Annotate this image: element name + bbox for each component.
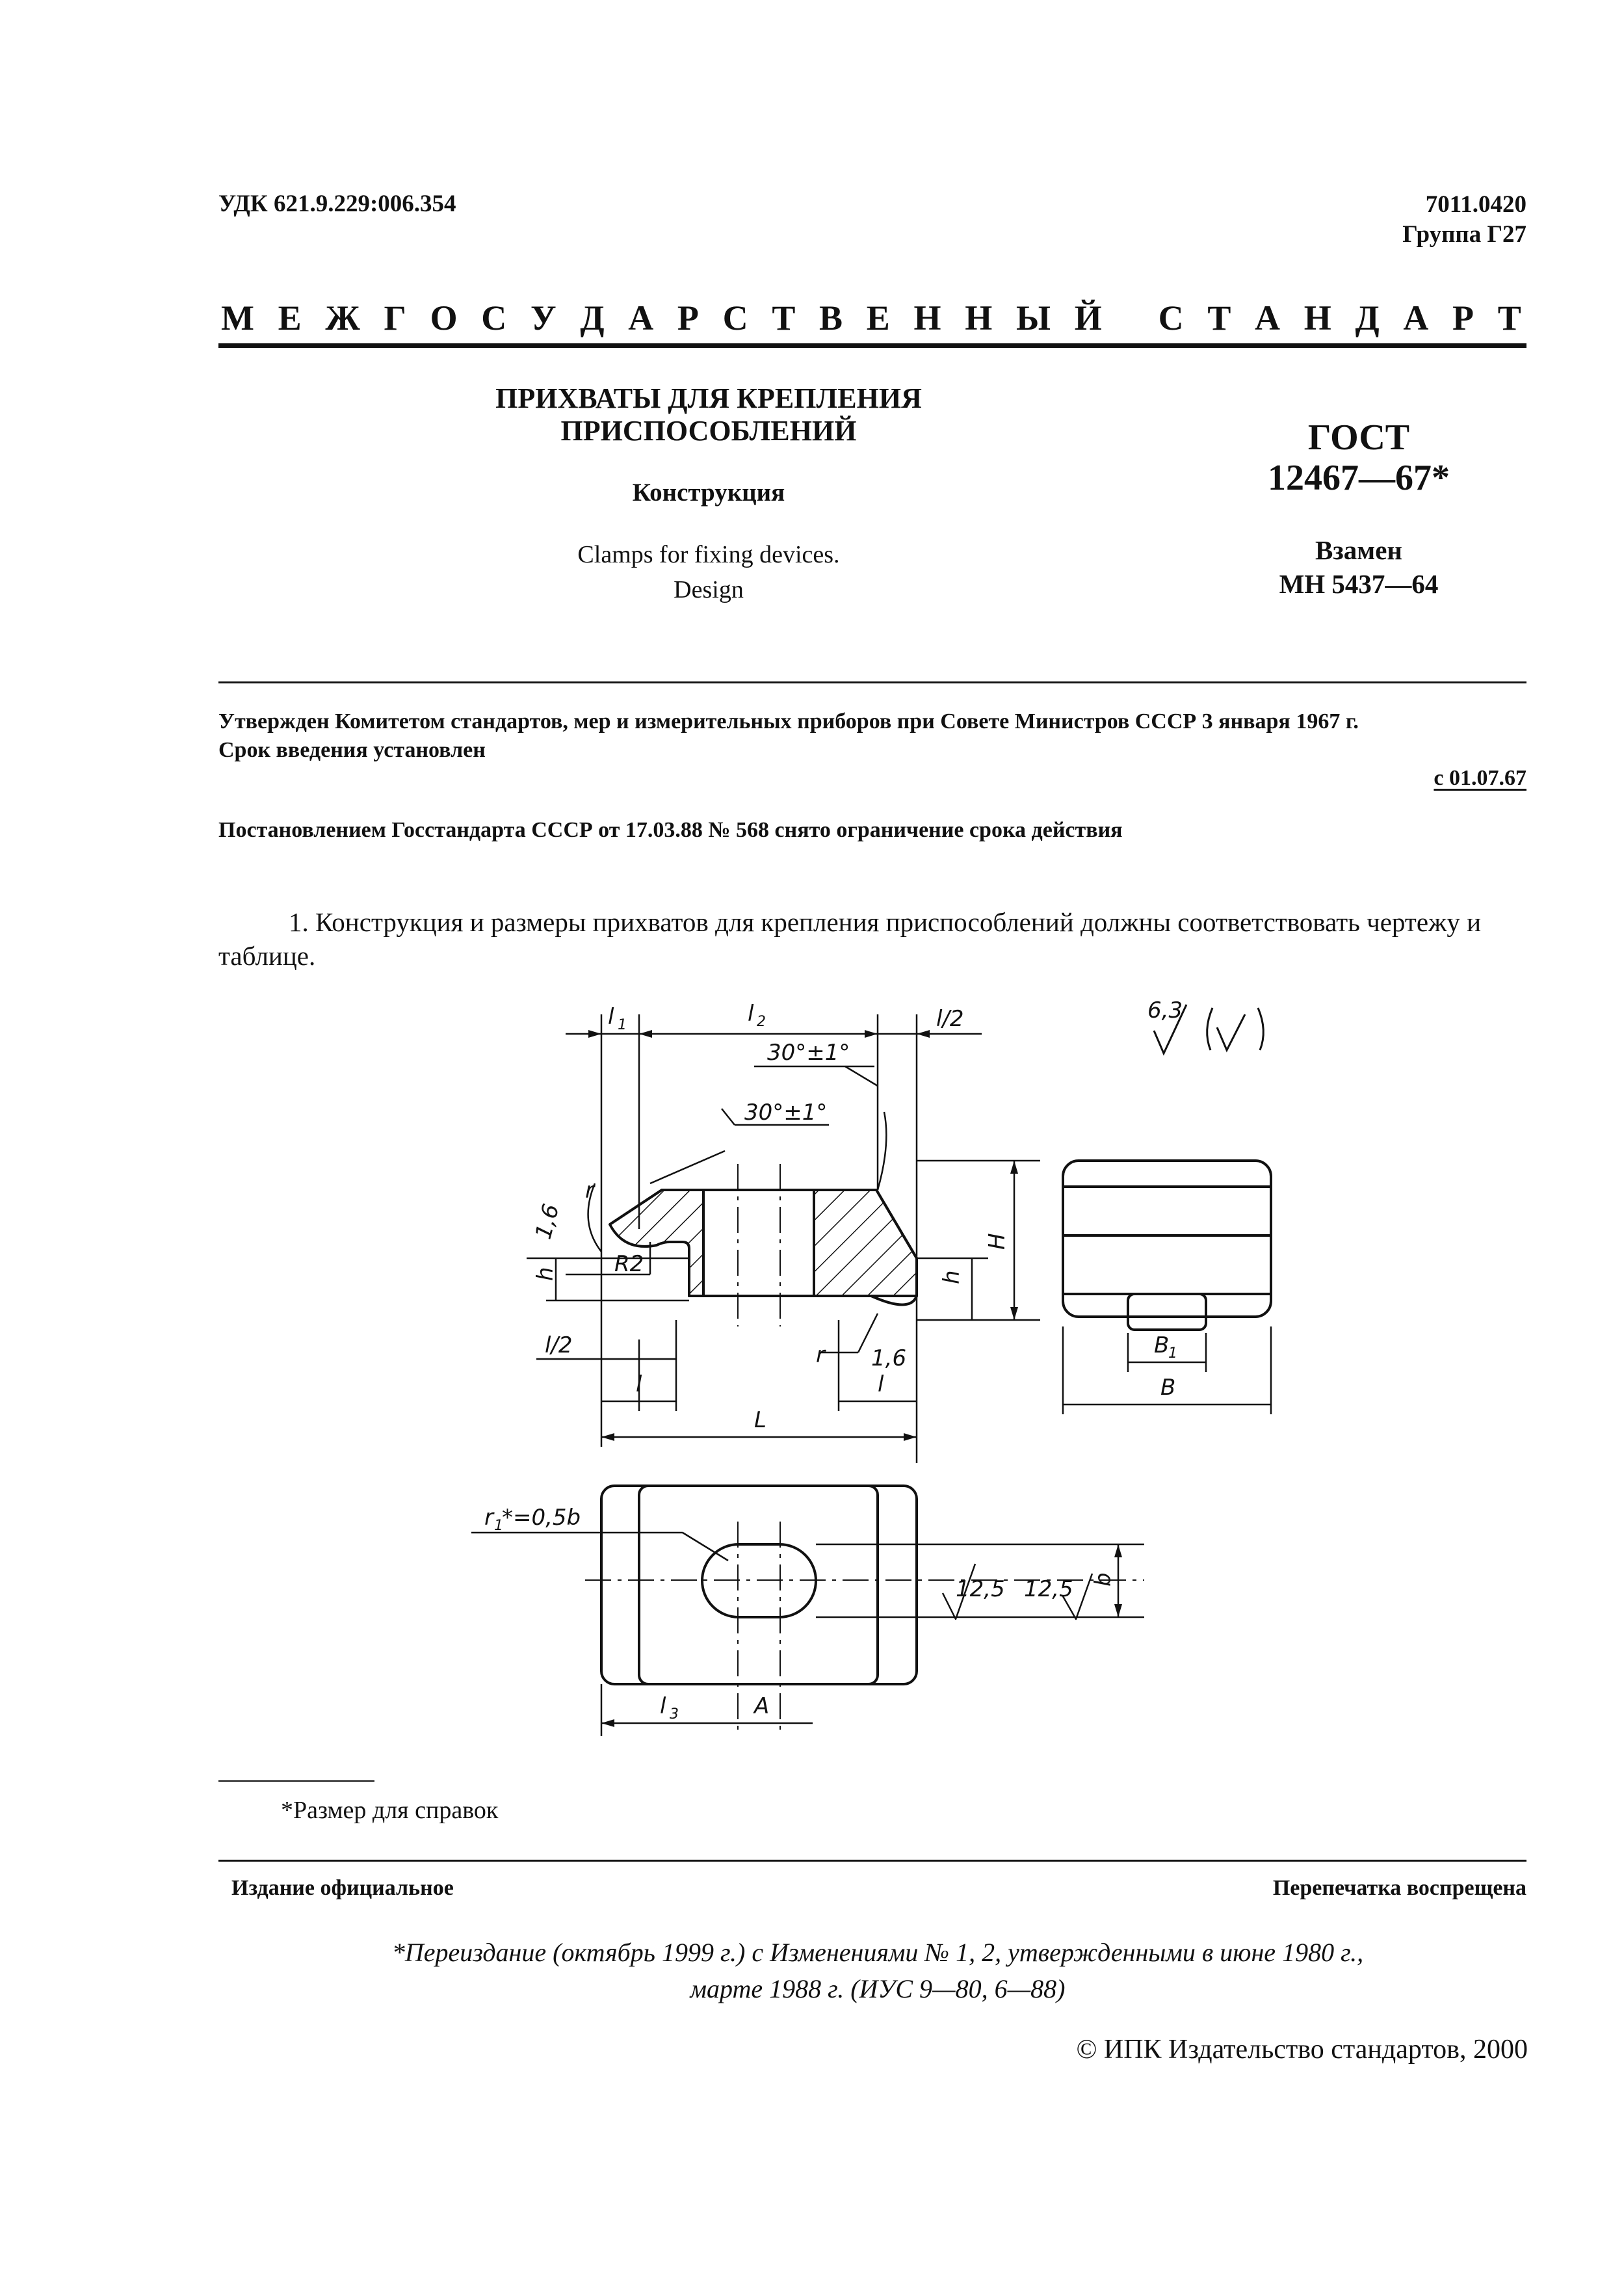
- reprint-prohibited: Перепечатка воспрещена: [1272, 1876, 1526, 1900]
- reissue-line-2: марте 1988 г. (ИУС 9—80, 6—88): [690, 1974, 1066, 2003]
- udk-code: УДК 621.9.229:006.354: [218, 191, 456, 217]
- replaces-standard: МН 5437—64: [1279, 569, 1439, 599]
- dim-h1: h: [939, 1270, 965, 1284]
- banner-letter: Е: [278, 298, 302, 337]
- banner-letter: Р: [1452, 298, 1474, 337]
- footnote: *Размер для справок: [281, 1797, 499, 1824]
- banner-letter: В: [819, 298, 843, 337]
- banner-letter: С: [481, 298, 507, 337]
- dim-H: H: [984, 1233, 1010, 1250]
- english-title-line-1: Clamps for fixing devices.: [577, 541, 840, 568]
- plan-view: [585, 1486, 1144, 1730]
- roughness-1-6-left: 1,6: [530, 1201, 565, 1242]
- radius-r-bottom: r: [816, 1342, 825, 1368]
- approval-line-1: Утвержден Комитетом стандартов, мер и измерительных приборов при Совете Министров СССР 3 января 1967 г.: [218, 709, 1359, 733]
- replaces-label: Взамен: [1315, 535, 1403, 565]
- footer-rule: [218, 1860, 1526, 1862]
- gost-number: 12467—67*: [1268, 458, 1450, 498]
- banner-letter: О: [430, 298, 458, 337]
- roughness-12-5-b: 12,5: [1024, 1576, 1073, 1602]
- banner-letter: А: [1255, 298, 1281, 337]
- decree-text: Постановлением Госстандарта СССР от 17.03.88 № 568 снято ограничение срока действия: [218, 818, 1123, 842]
- banner-letter: А: [1403, 298, 1429, 337]
- reissue-note: [325, 1934, 1430, 2007]
- title-line-2: ПРИСПОСОБЛЕНИЙ: [560, 415, 857, 447]
- dim-B1-sub: 1: [1168, 1345, 1177, 1362]
- banner-letter: Д: [580, 298, 605, 337]
- title-line-1: ПРИХВАТЫ ДЛЯ КРЕПЛЕНИЯ: [495, 382, 922, 414]
- banner-letter: Т: [1207, 298, 1231, 337]
- banner-letter: Й: [1074, 298, 1102, 337]
- front-view: [610, 1164, 917, 1326]
- radius-R2: R2: [614, 1251, 644, 1277]
- dim-l3: l: [660, 1693, 666, 1719]
- dim-h: h: [532, 1267, 558, 1281]
- dim-B: B: [1160, 1375, 1176, 1401]
- banner-letter: Ы: [1015, 298, 1051, 337]
- effective-date: с 01.07.67: [1434, 766, 1526, 790]
- english-title-line-2: Design: [674, 576, 744, 603]
- roughness-main: 6,3: [1147, 997, 1183, 1023]
- banner-letter: Н: [965, 298, 993, 337]
- banner-letter: Ж: [325, 298, 360, 337]
- dim-l-half: l/2: [936, 1006, 964, 1032]
- dim-l-left: l: [636, 1371, 642, 1397]
- document-subtitle: Конструкция: [632, 479, 785, 507]
- note-r1: r: [484, 1505, 493, 1531]
- note-r1-rest: *=0,5b: [502, 1505, 581, 1531]
- dim-l2-sub: 2: [757, 1014, 766, 1030]
- angle-30-upper: 30°±1°: [767, 1040, 850, 1066]
- banner-letter: М: [221, 298, 254, 337]
- banner-letter: С: [1158, 298, 1184, 337]
- dim-l2: l: [748, 1001, 754, 1027]
- roughness-12-5-a: 12,5: [956, 1576, 1005, 1602]
- paragraph-1: 1. Конструкция и размеры прихватов для крепления приспособлений должны соответствовать чертежу и таблице.: [218, 907, 1482, 971]
- banner-letter: У: [530, 298, 557, 337]
- banner-letter: Т: [1497, 298, 1521, 337]
- reissue-line-1: *Переиздание (октябрь 1999 г.) с Изменениями № 1, 2, утвержденными в июне 1980 г.,: [391, 1938, 1364, 1967]
- dim-l1: l: [608, 1004, 614, 1030]
- dim-L: L: [754, 1407, 766, 1433]
- banner-letter: Р: [677, 298, 699, 337]
- banner-letter: Т: [772, 298, 796, 337]
- banner-letter: Д: [1355, 298, 1380, 337]
- banner-letter: Н: [913, 298, 941, 337]
- banner-letter: А: [628, 298, 654, 337]
- okp-code: 7011.0420: [1425, 191, 1526, 218]
- angle-30-lower: 30°±1°: [744, 1100, 828, 1126]
- group-code: Группа Г27: [1402, 221, 1526, 248]
- dim-l3-sub: 3: [670, 1706, 679, 1722]
- official-edition: Издание официальное: [231, 1876, 454, 1900]
- dim-b: b: [1090, 1572, 1116, 1587]
- dim-B1: B: [1154, 1332, 1170, 1358]
- dim-l-right: l: [878, 1371, 884, 1397]
- copyright: © ИПК Издательство стандартов, 2000: [1076, 2035, 1528, 2065]
- dim-l1-sub: 1: [618, 1017, 627, 1033]
- banner-letter: С: [722, 298, 748, 337]
- radius-r-top: r: [585, 1178, 594, 1204]
- approval-line-2: Срок введения установлен: [218, 738, 486, 762]
- footnote-rule: [218, 1780, 374, 1782]
- plan-view-dimensions: [471, 1533, 1144, 1736]
- banner-letter: Н: [1303, 298, 1331, 337]
- dim-A: A: [754, 1693, 770, 1719]
- front-view-dimensions: [527, 1014, 1040, 1463]
- dim-l-half-bottom: l/2: [545, 1332, 573, 1358]
- note-r1-sub: 1: [494, 1518, 503, 1534]
- banner-letter: Е: [866, 298, 890, 337]
- gost-label: ГОСТ: [1307, 417, 1410, 458]
- roughness-1-6-bottom: 1,6: [871, 1345, 907, 1371]
- banner-letter: Г: [384, 298, 406, 337]
